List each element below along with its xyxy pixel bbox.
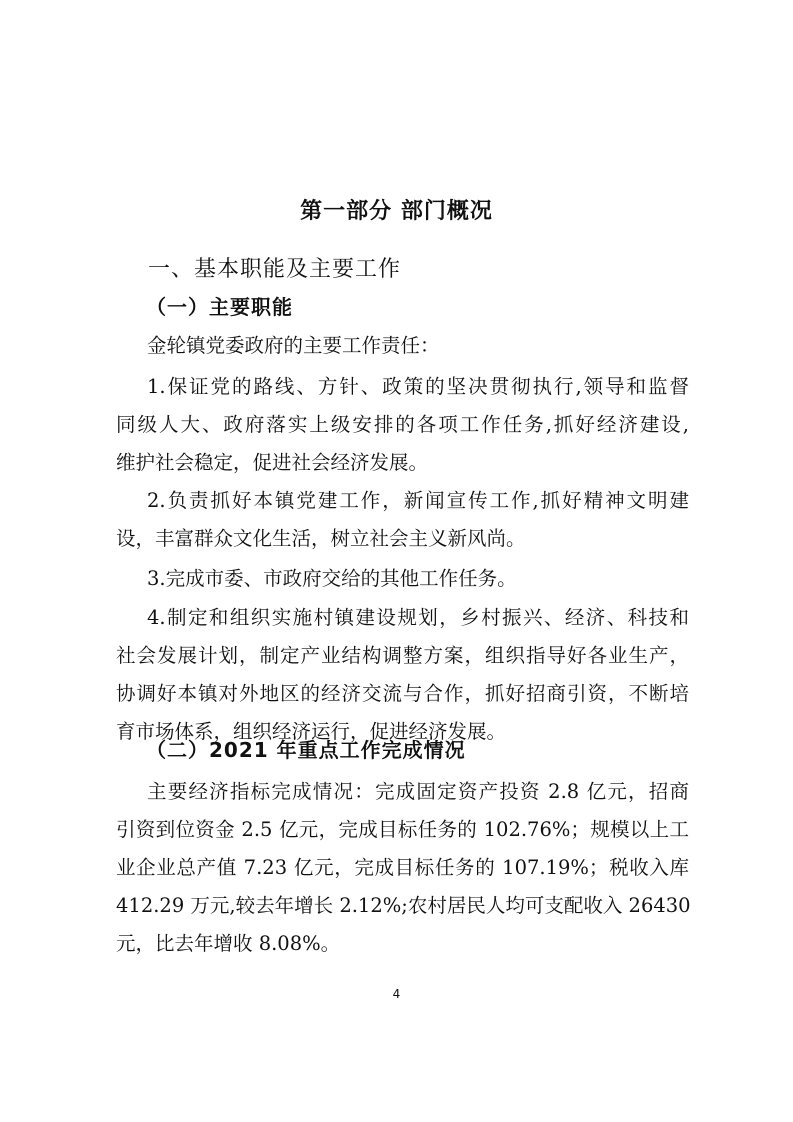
item4-line-2: 社会发展计划，制定产业结构调整方案，组织指导好各业生产，	[116, 644, 689, 667]
item1-line-3: 维护社会稳定，促进社会经济发展。	[116, 451, 429, 474]
section-heading-basic-functions: 一、基本职能及主要工作	[148, 257, 402, 282]
item2-line-2: 设，丰富群众文化生活，树立社会主义新风尚。	[116, 527, 526, 550]
item4-line-4: 育市场体系，组织经济运行，促进经济发展。	[116, 720, 507, 743]
item3-line-1: 3.完成市委、市政府交给的其他工作任务。	[147, 567, 517, 590]
page-title: 第一部分 部门概况	[300, 199, 493, 224]
summary-line-3: 业企业总产值 7.23 亿元，完成目标任务的 107.19%；税收入库	[116, 856, 689, 879]
item4-line-1: 4.制定和组织实施村镇建设规划，乡村振兴、经济、科技和	[147, 606, 689, 629]
intro-paragraph: 金轮镇党委政府的主要工作责任：	[147, 334, 440, 357]
subsection-heading-2021-work: （二）2021 年重点工作完成情况	[146, 738, 466, 762]
page-number: 4	[392, 987, 401, 1001]
subsection-heading-main-functions: （一）主要职能	[146, 295, 293, 319]
summary-line-5: 元，比去年增收 8.08%。	[116, 932, 341, 955]
summary-line-2: 引资到位资金 2.5 亿元，完成目标任务的 102.76%；规模以上工	[116, 818, 689, 841]
item1-line-2: 同级人大、政府落实上级安排的各项工作任务,抓好经济建设,	[116, 413, 689, 436]
item4-line-3: 协调好本镇对外地区的经济交流与合作，抓好招商引资，不断培	[116, 682, 689, 705]
item2-line-1: 2.负责抓好本镇党建工作，新闻宣传工作,抓好精神文明建	[147, 489, 689, 512]
item1-line-1: 1.保证党的路线、方针、政策的坚决贯彻执行,领导和监督	[147, 375, 689, 398]
summary-line-4: 412.29 万元,较去年增长 2.12%;农村居民人均可支配收入 26430	[116, 894, 691, 917]
summary-line-1: 主要经济指标完成情况：完成固定资产投资 2.8 亿元，招商	[147, 780, 689, 803]
